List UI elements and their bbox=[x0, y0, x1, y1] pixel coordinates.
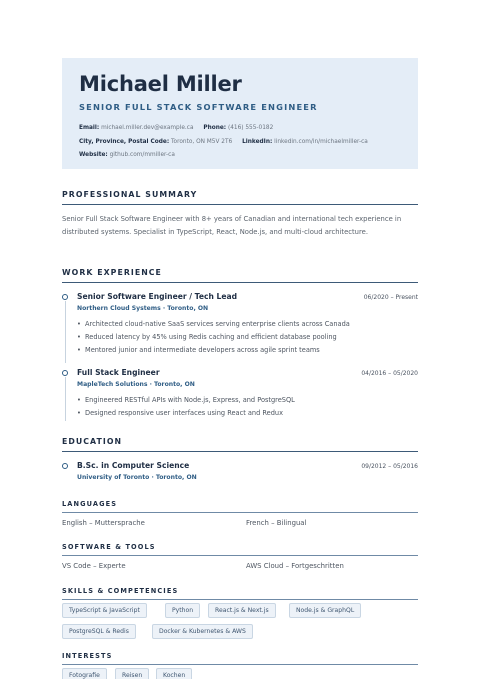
email-label: Email: bbox=[79, 125, 100, 131]
interest-chip: Kochen bbox=[156, 668, 192, 679]
language-item: French – Bilingual bbox=[246, 519, 307, 527]
school-name: University of Toronto · Toronto, ON bbox=[77, 474, 197, 481]
website-link[interactable]: github.com/mmiller-ca bbox=[109, 152, 175, 158]
job-bullets bbox=[77, 394, 295, 420]
contact-row-1 bbox=[79, 122, 401, 136]
skill-chip: PostgreSQL & Redis bbox=[62, 624, 136, 639]
skill-chip: Node.js & GraphQL bbox=[289, 603, 361, 618]
website-label: Website: bbox=[79, 152, 108, 158]
section-heading-skills: SKILLS & COMPETENCIES bbox=[62, 586, 418, 600]
timeline-line bbox=[65, 377, 66, 421]
job-bullet: • Mentored junior and intermediate developers across agile sprint teams bbox=[77, 344, 350, 357]
job-bullet: • Designed responsive user interfaces using React and Redux bbox=[77, 407, 295, 420]
skill-chip: Python bbox=[165, 603, 200, 618]
education-entry bbox=[62, 462, 418, 486]
contact-row-2 bbox=[79, 136, 401, 150]
job-dates: 06/2020 – Present bbox=[363, 294, 418, 301]
job-bullet: • Engineered RESTful APIs with Node.js, Express, and PostgreSQL bbox=[77, 394, 295, 407]
phone-value[interactable]: (416) 555-0182 bbox=[227, 125, 274, 131]
phone-label: Phone: bbox=[203, 125, 227, 131]
summary-text: Senior Full Stack Software Engineer with 8+ years of Canadian and international tech experience in distributed systems. Specialist in TypeScript, React, Node.js, and multi-cloud architecture. bbox=[62, 215, 402, 236]
job-bullets bbox=[77, 318, 350, 358]
degree-title: B.Sc. in Computer Science bbox=[77, 461, 190, 470]
skill-chip: React.js & Next.js bbox=[208, 603, 276, 618]
interest-chip: Reisen bbox=[115, 668, 149, 679]
skill-chip: Docker & Kubernetes & AWS bbox=[152, 624, 253, 639]
contact-row-3 bbox=[79, 149, 401, 163]
section-heading-interests: INTERESTS bbox=[62, 651, 418, 665]
skills-chips bbox=[62, 603, 418, 639]
language-item: English – Muttersprache bbox=[62, 519, 145, 527]
section-heading-software: SOFTWARE & TOOLS bbox=[62, 542, 418, 556]
linkedin-link[interactable]: linkedin.com/in/michaelmiller-ca bbox=[274, 138, 368, 145]
timeline-line bbox=[65, 301, 66, 363]
candidate-title: SENIOR FULL STACK SOFTWARE ENGINEER bbox=[79, 102, 318, 112]
timeline-dot-icon bbox=[62, 370, 68, 376]
timeline-dot-icon bbox=[62, 294, 68, 300]
job-bullet: • Architected cloud-native SaaS services serving enterprise clients across Canada bbox=[77, 318, 350, 331]
section-heading-experience: WORK EXPERIENCE bbox=[62, 268, 418, 283]
job-title: Full Stack Engineer bbox=[77, 368, 160, 377]
software-item: AWS Cloud – Fortgeschritten bbox=[246, 562, 344, 570]
job-bullet: • Reduced latency by 45% using Redis caching and efficient database pooling bbox=[77, 331, 350, 344]
software-item: VS Code – Experte bbox=[62, 562, 126, 570]
job-entry bbox=[62, 369, 418, 421]
education-dates: 09/2012 – 05/2016 bbox=[361, 463, 418, 470]
email-value[interactable]: michael.miller.dev@example.ca bbox=[101, 125, 194, 131]
skill-chip: TypeScript & JavaScript bbox=[62, 603, 147, 618]
job-title: Senior Software Engineer / Tech Lead bbox=[77, 292, 238, 301]
contact-block bbox=[79, 122, 401, 163]
candidate-name: Michael Miller bbox=[79, 72, 242, 96]
job-company: MapleTech Solutions · Toronto, ON bbox=[77, 381, 195, 388]
location-label: City, Province, Postal Code: bbox=[79, 138, 170, 145]
section-heading-summary: PROFESSIONAL SUMMARY bbox=[62, 190, 418, 205]
timeline-dot-icon bbox=[62, 463, 68, 469]
linkedin-label: LinkedIn: bbox=[242, 138, 273, 145]
job-entry bbox=[62, 293, 418, 365]
interest-chips bbox=[62, 668, 418, 679]
section-heading-education: EDUCATION bbox=[62, 437, 418, 452]
interest-chip: Fotografie bbox=[62, 668, 107, 679]
resume-header bbox=[62, 58, 418, 169]
job-dates: 04/2016 – 05/2020 bbox=[361, 370, 418, 377]
location-value: Toronto, ON M5V 2T6 bbox=[170, 138, 233, 145]
section-heading-languages: LANGUAGES bbox=[62, 499, 418, 513]
job-company: Northern Cloud Systems · Toronto, ON bbox=[77, 305, 209, 312]
